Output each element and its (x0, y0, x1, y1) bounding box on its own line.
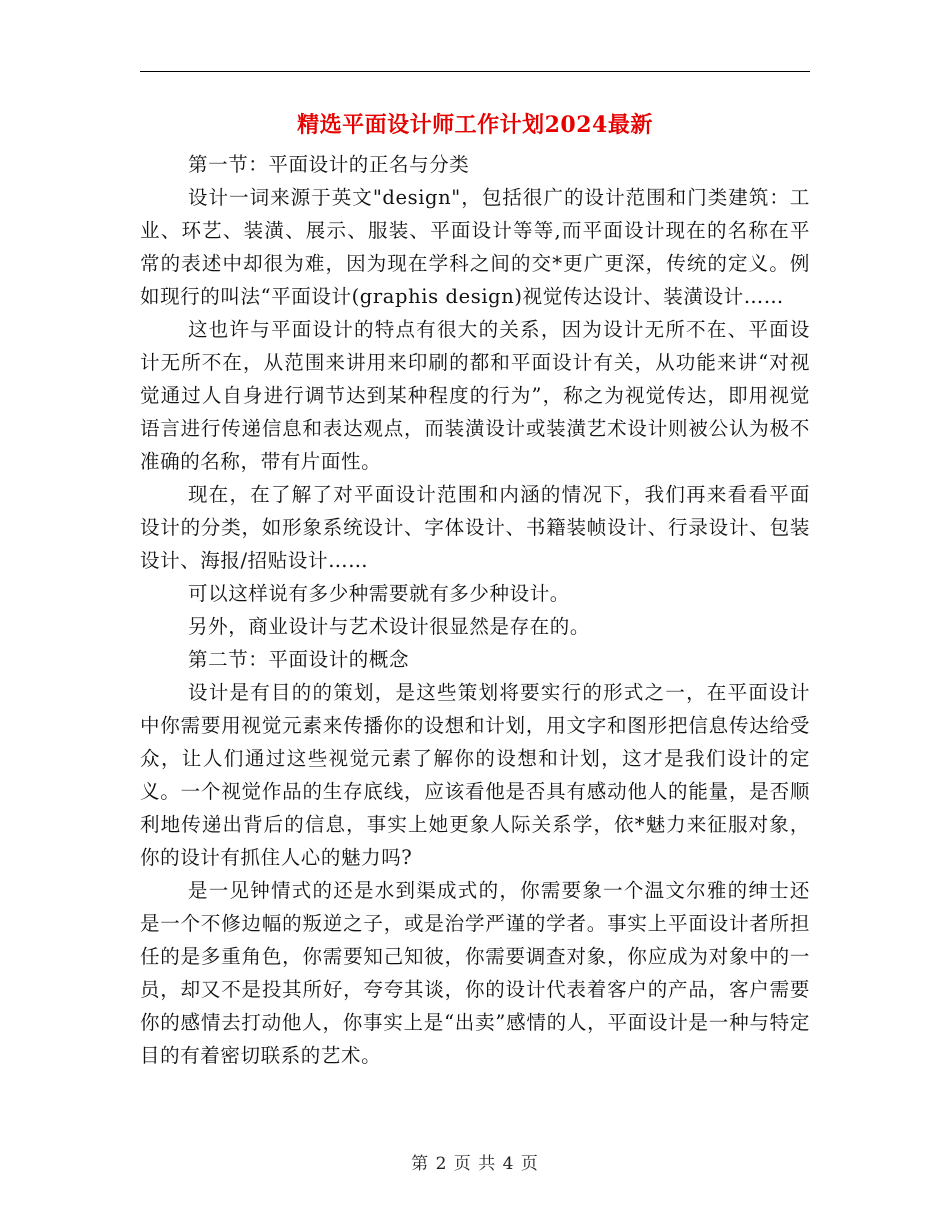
paragraph: 设计一词来源于英文"design"，包括很广的设计范围和门类建筑：工业、环艺、装潢、展示、服装、平面设计等等,而平面设计现在的名称在平常的表述中却很为难，因为现在学科之间的交*更广更深，传统的定义。例如现行的叫法“平面设计(graphis design)视觉传达设计、装潢设计…… (140, 186, 810, 308)
section-heading-2: 第二节：平面设计的概念 (188, 648, 410, 671)
paragraph: 现在，在了解了对平面设计范围和内涵的情况下，我们再来看看平面设计的分类，如形象系统设计、字体设计、书籍装帧设计、行录设计、包装设计、海报/招贴设计…… (140, 483, 810, 572)
header-rule (140, 71, 810, 72)
paragraph: 另外，商业设计与艺术设计很显然是存在的。 (188, 615, 591, 638)
page-number: 第 2 页 共 4 页 (411, 1154, 539, 1174)
paragraph: 设计是有目的的策划，是这些策划将要实行的形式之一，在平面设计中你需要用视觉元素来传播你的设想和计划，用文字和图形把信息传达给受众，让人们通过这些视觉元素了解你的设想和计划，这才是我们设计的定义。一个视觉作品的生存底线，应该看他是否具有感动他人的能量，是否顺利地传递出背后的信息，事实上她更象人际关系学，依*魅力来征服对象，你的设计有抓住人心的魅力吗? (140, 681, 810, 869)
document-body (140, 148, 810, 1072)
paragraph: 可以这样说有多少种需要就有多少种设计。 (188, 582, 570, 605)
section-heading-1: 第一节：平面设计的正名与分类 (188, 153, 470, 176)
paragraph: 是一见钟情式的还是水到渠成式的，你需要象一个温文尔雅的绅士还是一个不修边幅的叛逆之子，或是治学严谨的学者。事实上平面设计者所担任的是多重角色，你需要知己知彼，你需要调查对象，你应成为对象中的一员，却又不是投其所好，夸夸其谈，你的设计代表着客户的产品，客户需要你的感情去打动他人，你事实上是“出卖”感情的人，平面设计是一种与特定目的有着密切联系的艺术。 (140, 879, 810, 1067)
document-title: 精选平面设计师工作计划2024最新 (297, 112, 653, 138)
paragraph: 这也许与平面设计的特点有很大的关系，因为设计无所不在、平面设计无所不在，从范围来讲用来印刷的都和平面设计有关，从功能来讲“对视觉通过人自身进行调节达到某种程度的行为”，称之为视觉传达，即用视觉语言进行传递信息和表达观点，而装潢设计或装潢艺术设计则被公认为极不准确的名称，带有片面性。 (140, 318, 810, 473)
